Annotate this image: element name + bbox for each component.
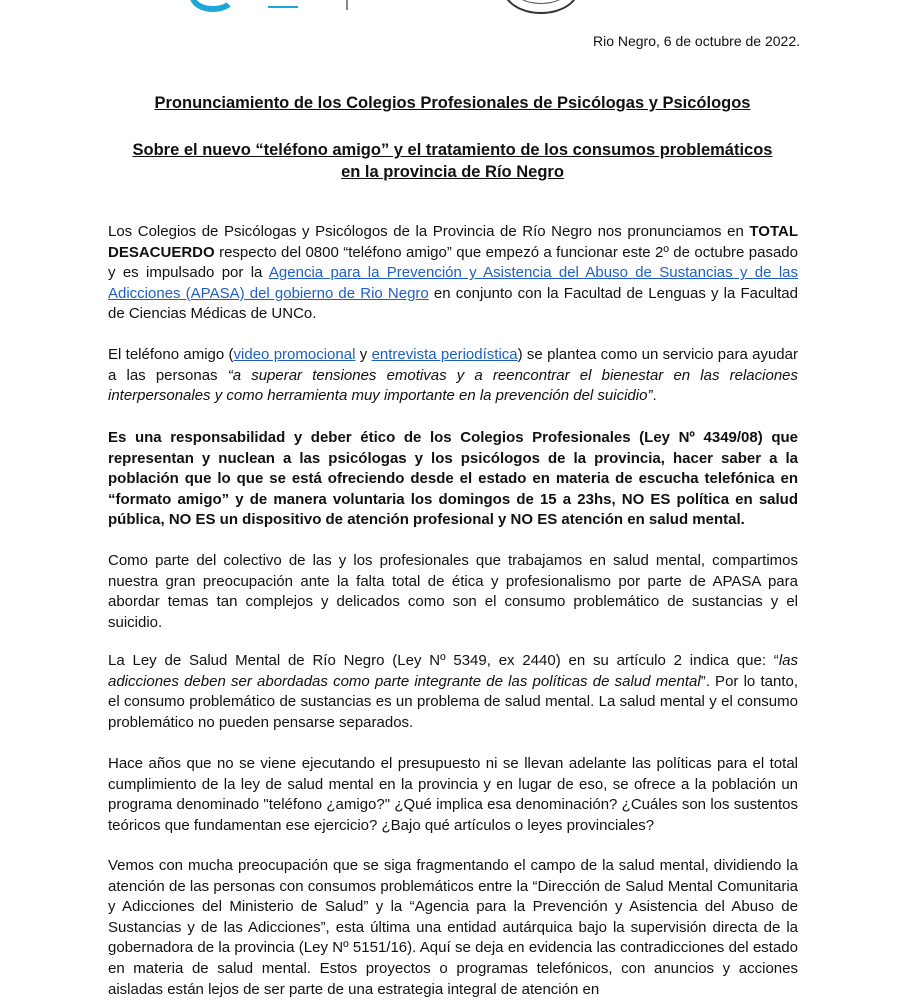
entrevista-periodistica-link[interactable]: entrevista periodística	[371, 346, 518, 363]
paragraph-5	[108, 651, 798, 733]
seal-icon	[503, 0, 579, 14]
p1-text-c: en conjunto con la Facultad de Lenguas y la Facultad de Ciencias Médicas de UNCo.	[108, 284, 798, 323]
p2-text-c: ) se plantea como un servicio para ayudar a las personas	[108, 346, 798, 384]
paragraph-4: Como parte del colectivo de las y los profesionales que trabajamos en salud mental, compartimos nuestra gran preocupación ante la falta total de ética y profesionalismo por parte de APASA para abordar temas tan complejos y delicados como son el consumo problemático de sustancias y el suicidio.	[108, 552, 798, 631]
colegio-logo-icon	[190, 0, 236, 12]
p2-text-d: .	[652, 387, 657, 405]
p2-quote: “a superar tensiones emotivas y a reencontrar el bienestar en las relaciones interpersonales y como herramienta muy importante en la prevención del suicidio”	[108, 366, 799, 405]
header-logos	[0, 0, 905, 14]
seal-inner-ring	[513, 0, 569, 4]
logo-divider	[346, 0, 348, 10]
document-subtitle	[0, 139, 905, 183]
p1-text-b: respecto del 0800 “teléfono amigo” que empezó a funcionar este 2º de octubre pasado y es impulsado por la	[108, 243, 798, 282]
p5-text-a: La Ley de Salud Mental de Río Negro (Ley Nº 5349, ex 2440) en su artículo 2 indica que: “	[108, 652, 779, 669]
paragraph-6: Hace años que no se viene ejecutando el presupuesto ni se llevan adelante las políticas para el total cumplimiento de la ley de salud mental en la provincia y en lugar de eso, se ofrece a la población un programa denominado "teléfono ¿amigo?" ¿Qué implica esa denominación? ¿Cuáles son los sustentos teóricos que fundamentan ese ejercicio? ¿Bajo qué artículos o leyes provinciales?	[108, 755, 798, 834]
subtitle-line-2: en la provincia de Río Negro	[341, 163, 564, 181]
p5-quote: las adicciones deben ser abordadas como parte integrante de las políticas de salud mental	[108, 652, 798, 690]
document-title: Pronunciamiento de los Colegios Profesionales de Psicólogas y Psicólogos	[154, 94, 751, 112]
paragraph-7: Vemos con mucha preocupación que se siga fragmentando el campo de la salud mental, dividiendo la atención de las personas con consumos problemáticos entre la “Dirección de Salud Mental Comunitaria y Adicciones del Ministerio de Salud” y la “Agencia para la Prevención y Asistencia del Abuso de Sustancias y de las Adicciones”, esta última una entidad autárquica bajo la supervisión directa de la gobernadora de la provincia (Ley Nº 5151/16). Aquí se deja en evidencia las contradicciones del estado en materia de salud mental. Estos proyectos o programas telefónicos, con anuncios y acciones aisladas están lejos de ser parte de una estrategia integral de atención en	[108, 857, 798, 998]
subtitle-line-1: Sobre el nuevo “teléfono amigo” y el tratamiento de los consumos problemáticos	[132, 141, 773, 159]
p2-text-a: El teléfono amigo (	[108, 346, 234, 363]
document-date: Rio Negro, 6 de octubre de 2022.	[592, 33, 800, 49]
p5-text-b: ”. Por lo tanto, el consumo problemático de sustancias es un problema de salud mental. La salud mental y el consumo problemático no pueden pensarse separados.	[108, 672, 798, 731]
p1-text-a: Los Colegios de Psicólogas y Psicólogos de la Provincia de Río Negro nos pronunciamos en	[108, 223, 750, 240]
paragraph-1	[108, 222, 798, 325]
p1-bold: TOTAL DESACUERDO	[108, 223, 798, 261]
p2-text-b: y	[355, 346, 372, 363]
apasa-link[interactable]: Agencia para la Prevención y Asistencia del Abuso de Sustancias y de las Adicciones (APASA) del gobierno de Rio Negro	[108, 264, 799, 302]
paragraph-2	[108, 345, 798, 407]
paragraph-3: Es una responsabilidad y deber ético de los Colegios Profesionales (Ley Nº 4349/08) que representan y nuclean a las psicólogas y los psicólogos de la provincia, hacer saber a la población que lo que se está ofreciendo desde el estado en materia de escucha telefónica en “formato amigo” y de manera voluntaria los domingos de 15 a 23hs, NO ES política en salud pública, NO ES un dispositivo de atención profesional y NO ES atención en salud mental.	[108, 429, 798, 529]
logo-underline	[268, 6, 298, 8]
video-promocional-link[interactable]: video promocional	[233, 346, 356, 363]
